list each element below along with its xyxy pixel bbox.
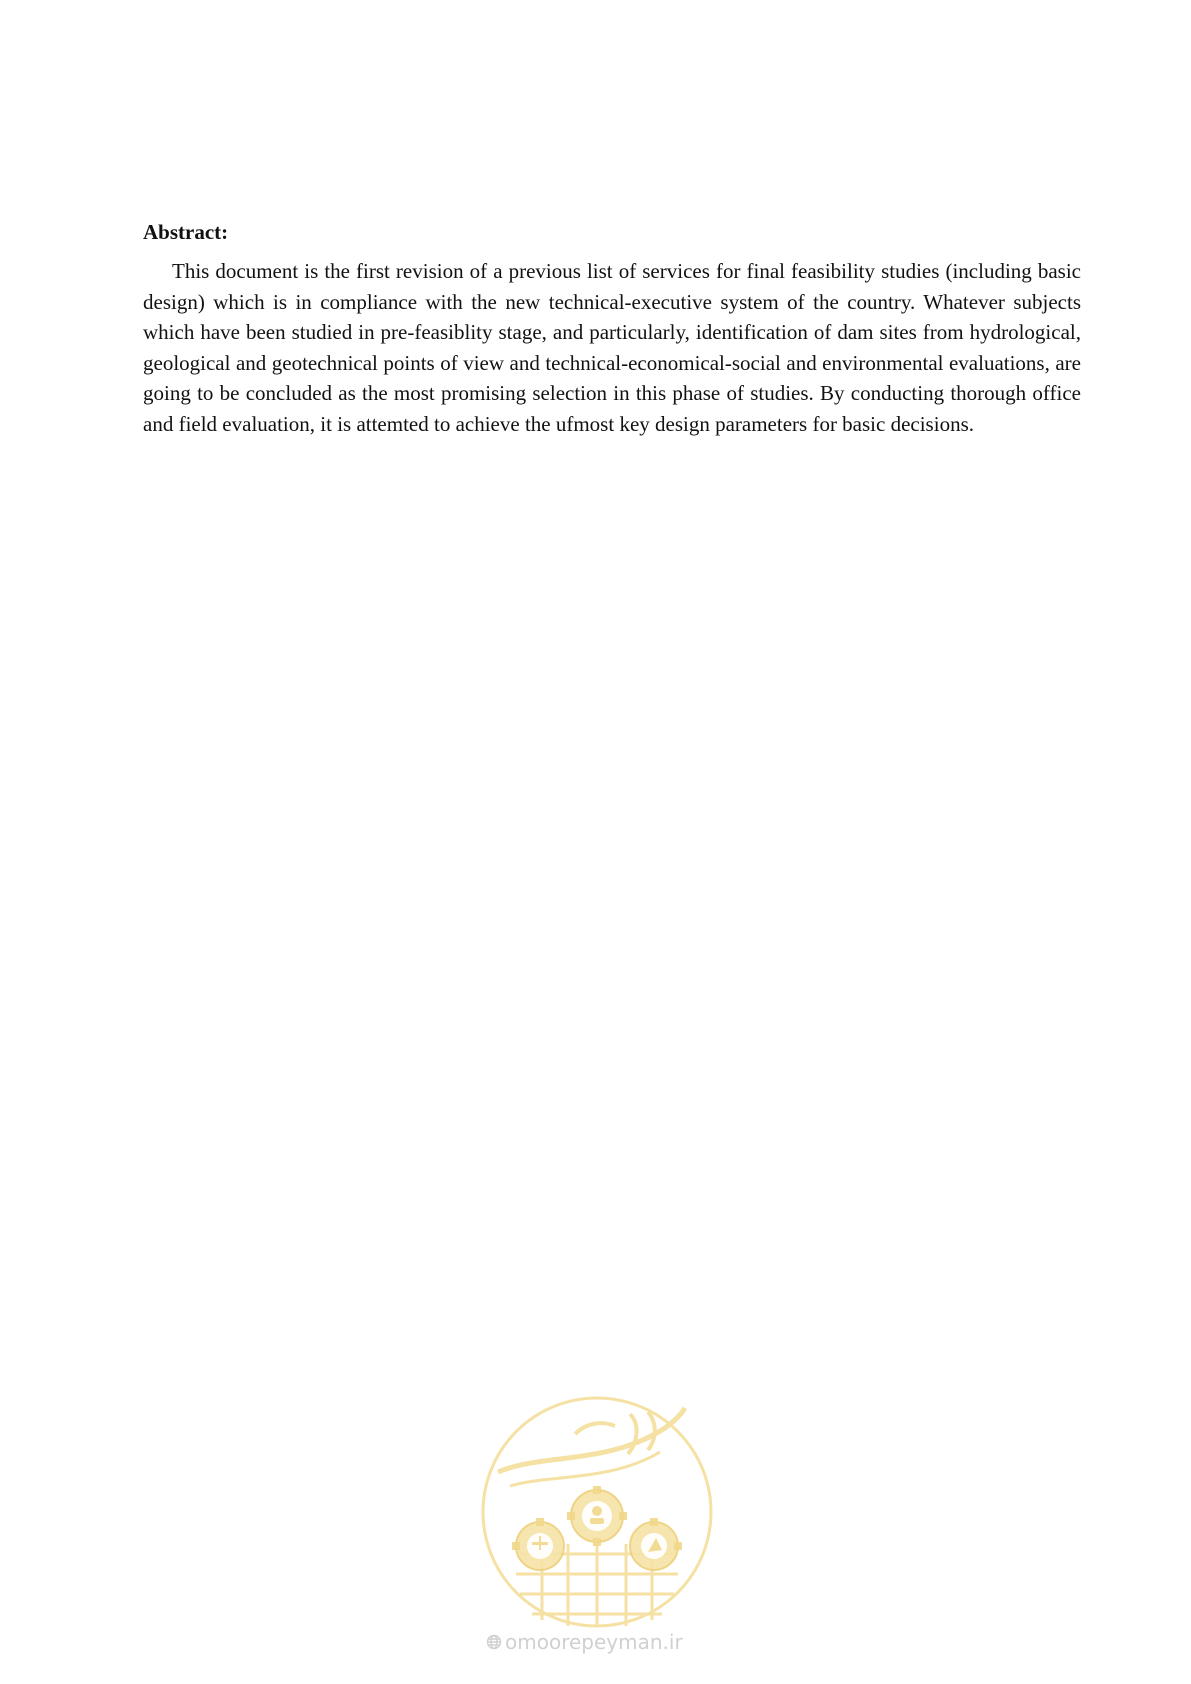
- watermark-seal-icon: [480, 1394, 714, 1658]
- abstract-body: This document is the first revision of a previous list of services for final feasibility studies (including basic design) which is in compliance with the new technical-executive system of the country. Whatever subjects which have been studied in pre-feasiblity stage, and particularly, identification of dam sites from hydrological, geological and geotechnical points of view and technical-economical-social and environmental evaluations, are going to be concluded as the most promising selection in this phase of studies. By conducting thorough office and field evaluation, it is attemted to achieve the ufmost key design parameters for basic decisions.: [143, 259, 1081, 436]
- abstract-section: [143, 218, 1081, 439]
- abstract-heading-colon: :: [221, 220, 229, 244]
- abstract-heading-text: Abstract: [143, 220, 222, 244]
- abstract-heading: [143, 218, 1081, 246]
- globe-icon: [486, 1634, 502, 1650]
- watermark-url: omoorepeyman.ir: [505, 1630, 683, 1654]
- watermark-caption: [486, 1630, 716, 1654]
- watermark-logo: [480, 1394, 714, 1658]
